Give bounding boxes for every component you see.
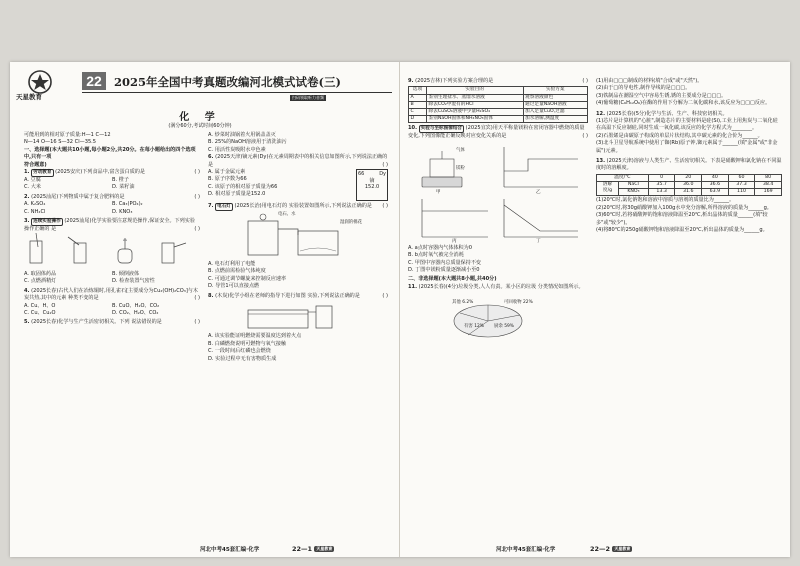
q11-sub-1: (1)用由□□□制成的材料(填"合成"或"天然")。 (596, 78, 703, 84)
q10-label-mg: 镁粉 (456, 165, 465, 171)
q1-stem: (2025安庆)下列食品中,富含蛋白质的是 (55, 169, 145, 176)
q7-stem-cont: 实验装置如图所示,下列说法正确的是 (288, 203, 372, 210)
q7-stem: (2025长治)用电石灯的 (234, 203, 288, 210)
q11-pie-value-kitchen: 59% (504, 324, 514, 330)
q11-sub-4: (4)葡萄糖(C₆H₁₂O₆)在酶的作用下分解为二氧化碳和水,该反应为□□□反应。 (596, 100, 771, 107)
table-row[interactable] (409, 101, 588, 108)
left-page-col-2 (208, 132, 388, 365)
q6-option-a[interactable]: A. 属于金属元素 (208, 169, 246, 176)
question-1 (24, 169, 200, 192)
q2-number: 2. (24, 193, 30, 200)
q9-header-purpose: 实验目的 (427, 87, 524, 94)
q6-cell-name: 镝 (369, 177, 375, 184)
q9-row-d-purpose: 鉴别NaOH固体和NH₄NO₃固体 (427, 116, 524, 123)
q9-row-c-plan: 加入足量CuO,过滤 (523, 109, 588, 116)
left-footer-title: 河北中考45套汇编·化学 (200, 547, 260, 553)
q8-stem: (木炭)化学小组在老师的指导下进行如图 (215, 292, 306, 299)
q13-nacl-60: 37.3 (728, 182, 755, 189)
q13-table-header (597, 174, 782, 181)
q10-label-jia: 甲 (436, 189, 441, 195)
subject-title: 化 学 (179, 112, 221, 123)
q10-tag: 实验与坐标图像结合 (420, 126, 463, 132)
question-9 (408, 78, 588, 123)
q6-stem: (2025天津)镝元素(Dy)在元素周期表中的相关信息如图所示,下列说法正确的是 (208, 154, 388, 168)
q13-kno3-0: 13.3 (648, 189, 675, 196)
q4-option-a[interactable]: A. Cu、H、O (24, 302, 56, 309)
question-10 (408, 125, 588, 274)
brand-name: 天星教育 (16, 93, 42, 101)
q9-row-b-plan: 通过足量NaOH溶液 (523, 101, 588, 108)
q2-option-b[interactable]: B. Ca₃(PO₄)₂ (112, 201, 143, 208)
q11-pie-label-other-text: 其他 (452, 300, 461, 306)
q9-row-b-purpose: 除去CO₂中混有的HCl (427, 101, 524, 108)
q10-option-b[interactable]: B. b点时氧气被完全消耗 (408, 252, 464, 259)
q1-options (24, 177, 200, 192)
q3-options (24, 271, 200, 286)
q2-option-a[interactable]: A. K₂SO₄ (24, 201, 46, 208)
q7-tag: 电石灯 (217, 204, 231, 210)
q9-row-b-label: B (409, 101, 427, 108)
q6-element-cell (356, 169, 388, 201)
q8-number: 8. (208, 292, 214, 299)
left-page-number (292, 545, 334, 553)
q4-option-b[interactable]: B. CuO、H₂O、CO₂ (112, 302, 160, 309)
right-page-number (590, 545, 632, 553)
q9-number: 9. (408, 78, 414, 84)
q6-answer-paren[interactable]: ( ) (382, 161, 388, 168)
section-1-heading-cont: 符合题意) (24, 161, 47, 168)
q4-answer-paren[interactable]: ( ) (194, 295, 200, 302)
q6-options (208, 169, 352, 201)
q9-table-header (409, 87, 588, 94)
title-rule (82, 92, 392, 93)
table-row[interactable] (597, 182, 782, 189)
q12-sub-2: (2)石墨烯是由碳原子构成的单层片状结构,其中碳元素的化合价为______。 (596, 132, 763, 139)
q11-sub-2: (2)由于□的导电性,制作导线的是□□□。 (596, 85, 691, 92)
question-3 (24, 218, 200, 286)
q1-option-a[interactable]: A. 豆腐 (24, 177, 41, 184)
q11-pie-label-kitchen (494, 323, 514, 330)
q6-option-c[interactable]: C. 该原子的相对原子质量为66 (208, 183, 278, 190)
q4-option-d[interactable]: D. CO₂、H₂O、CO₂ (112, 309, 159, 316)
q11-stem-cont: 分类情况如图所示。 (537, 283, 584, 290)
q1-tag: 劳动教育 (33, 170, 52, 176)
q12-sub-1: (1)芯片是计算机的"心脏",制造芯片的主要材料是硅(Si),工业上用焦炭与二氧化硅在高温下反应制硅,同时生成一氧化碳,该反应的化学方程式为________。 (596, 118, 778, 132)
q9-row-a-label: A (409, 94, 427, 101)
q9-row-a-plan: 观察溶液颜色 (523, 94, 588, 101)
q11-pie-chart (408, 291, 588, 347)
q7-figure-label-2: 湿润的棉花 (340, 220, 362, 226)
right-page (400, 62, 790, 557)
q11-sub-3: (3)铁制品在潮湿空气中容易生锈,锈的主要成分是□□□。 (596, 92, 727, 99)
q13-solubility-table (596, 174, 782, 197)
q3-option-a[interactable]: A. 取固体药品 (24, 270, 57, 277)
table-row[interactable] (409, 94, 588, 101)
q10-stem: (2025宜宾)用天平称量镁粉在密闭容器中燃烧的质量变化,下列图像能正确反映对应变化关系的是 (408, 125, 585, 140)
q11-pie-value-recyclable: 22% (522, 300, 533, 306)
q9-stem: (2025吉林)下列实验方案合理的是 (415, 78, 494, 84)
q13-nacl-80: 38.4 (755, 182, 782, 189)
section-2-heading: 二、非选择题(本大题共8小题,共40分) (408, 276, 497, 283)
q11-pie-value-hazardous: 12% (474, 324, 484, 330)
q3-stem: (2025汕尾)化学实验要注意规范操作,保证安全。下列实验操作正确的 (24, 218, 195, 233)
right-footer-badge: 天星教育 (614, 546, 631, 551)
q13-kno3-60: 110 (728, 189, 755, 196)
q4-number: 4. (24, 287, 30, 294)
q3-lab-figures (24, 233, 200, 267)
q13-header-80: 80 (755, 174, 782, 181)
table-row[interactable] (597, 189, 782, 196)
q9-header-option: 选项 (409, 87, 427, 94)
q1-number: 1. (24, 169, 30, 176)
atomic-masses-line-1: 可能用到的相对原子质量:H—1 C—12 (24, 132, 111, 138)
q4-option-c[interactable]: C. Cu、Cu₂O (24, 309, 56, 316)
question-5 (24, 319, 200, 326)
q1-option-b[interactable]: B. 橙子 (112, 177, 129, 184)
q13-nacl-label: NaCl (619, 182, 649, 189)
q12-stem: (2025长春)(5分)化学与生活、生产、科技密切相关。 (606, 110, 728, 117)
q1-option-d[interactable]: D. 菜籽油 (112, 184, 135, 191)
q13-header-20: 20 (675, 174, 702, 181)
q5-option-b[interactable]: B. 25%的NaOH溶液用于清洗油污 (208, 139, 287, 146)
q13-kno3-40: 63.9 (702, 189, 729, 196)
q11-stem: (2025长春)(4分)垃圾分类,人人有责。某小区的垃圾 (418, 283, 537, 290)
right-page-col-1 (408, 78, 588, 349)
q13-nacl-20: 36.0 (675, 182, 702, 189)
q5-stem: (2025长春)化学与生产生活密切相关。下列 (31, 319, 130, 326)
q10-label-bing: 丙 (452, 238, 457, 244)
q6-body (208, 169, 388, 201)
q11-number: 11. (408, 283, 418, 290)
q6-option-d[interactable]: D. 相对原子质量是152.0 (208, 191, 266, 198)
q11-pie-label-recyclable (504, 299, 533, 306)
question-7 (208, 203, 388, 291)
q6-option-b[interactable]: B. 原子序数为66 (208, 176, 247, 183)
q9-row-d-label: D (409, 116, 427, 123)
q8-option-a[interactable]: A. 该实验能证明燃烧需要温度达到着火点 (208, 333, 302, 340)
exam-sheet (10, 62, 790, 557)
q2-stem: (2025汕尾)下列物质中属于复合肥料的是 (31, 193, 125, 200)
q13-row-label: 溶解度/g (597, 182, 619, 196)
q2-option-d[interactable]: D. KNO₃ (112, 208, 133, 215)
q3-option-d[interactable]: D. 检查装置气密性 (112, 278, 155, 285)
q3-tag: 连续实验操作 (33, 219, 61, 225)
score-note: (满分60分,考试时间60分钟) (168, 123, 232, 129)
q8-option-d[interactable]: D. 实验过程中无有害物质生成 (208, 355, 277, 362)
q6-cell-mass: 152.0 (364, 184, 380, 191)
q13-header-40: 40 (702, 174, 729, 181)
q11-pie-label-kitchen-text: 厨余 (494, 324, 503, 330)
q13-stem: (2025天津)溶液与人类生产、生活密切相关。下表是硝酸钾和氯化钠在不同温度时的溶解度。 (596, 158, 782, 172)
question-11 (408, 284, 588, 347)
q7-figure-label-1: 电石、水 (278, 212, 296, 218)
q13-nacl-0: 35.7 (648, 182, 675, 189)
q13-sub-1: (1)20℃时,氯化钠饱和溶液中溶质与溶剂的质量比为______。 (596, 197, 735, 204)
scan-audio-label: 扫码领取听力音频 (292, 95, 324, 100)
q11-pie-label-other (452, 299, 473, 306)
section-1-heading: 一、选择题(本大题共10小题,每小题2分,共20分。在每小题给出的四个选项中,只有一项 (24, 146, 196, 161)
q12-number: 12. (596, 110, 606, 117)
q8-stem-cont: 实验,下列说法正确的是 (307, 292, 360, 299)
q4-options (24, 303, 200, 318)
q13-header-0: 0 (648, 174, 675, 181)
question-12 (596, 111, 782, 155)
q10-label-yi: 乙 (536, 189, 541, 195)
question-2 (24, 194, 200, 216)
q5-number: 5. (24, 319, 30, 326)
q9-row-d-plan: 加水溶解,测温度 (523, 116, 588, 123)
q3-number: 3. (24, 218, 30, 225)
q4-stem-cont: 种类不变的是 (68, 295, 99, 302)
paper-number: 22 (82, 72, 106, 90)
q5-option-c[interactable]: C. 用活性炭吸附水中色素 (208, 146, 266, 153)
q13-sub-3: (3)60℃时,若将硝酸钾的饱和溶液降温至20℃,析出晶体的质量______(填"较多"或"较少")。 (596, 212, 768, 226)
q7-number: 7. (208, 203, 214, 210)
q6-cell-symbol: Dy (379, 171, 386, 178)
atomic-masses-line-2: N—14 O—16 S—32 Cl—35.5 (24, 139, 97, 146)
q3-option-c[interactable]: C. 点燃酒精灯 (24, 278, 57, 285)
q13-sub-4: (4)将80℃的250g硝酸钾饱和溶液降温至20℃,析出晶体的质量为______g。 (596, 227, 768, 234)
left-page (10, 62, 399, 557)
q2-answer-paren[interactable]: ( ) (194, 193, 200, 200)
paper-title: 2025年全国中考真题改编河北模式试卷(三) (114, 75, 341, 89)
q10-option-c[interactable]: C. 甲图中容器内总质量保持不变 (408, 259, 482, 266)
q11-pie-label-recyclable-text: 可回收物 (504, 300, 522, 306)
q10-answer-paren[interactable]: ( ) (582, 133, 588, 140)
q8-option-b[interactable]: B. 白磷燃烧说明可燃物与氧气接触 (208, 340, 287, 347)
q10-number: 10. (408, 125, 418, 132)
q10-option-a[interactable]: A. a点时容器内气体体积为0 (408, 244, 472, 251)
q8-combustion-apparatus (208, 300, 388, 330)
table-row[interactable] (409, 109, 588, 116)
q13-kno3-label: KNO₃ (619, 189, 649, 196)
q7-option-d[interactable]: D. 导管1可以直接点燃 (208, 283, 260, 290)
q13-sub-2: (2)20℃时,将30g硝酸钾加入100g水中充分溶解,所得溶液的质量为______g。 (596, 204, 772, 211)
q8-answer-paren[interactable]: ( ) (382, 292, 388, 299)
right-footer-title: 河北中考45套汇编·化学 (496, 547, 556, 553)
left-footer-badge: 天星教育 (316, 546, 333, 551)
q5-answer-paren[interactable]: ( ) (194, 319, 200, 326)
q7-option-a[interactable]: A. 电石灯利用了电能 (208, 261, 256, 268)
q7-figure (208, 211, 388, 261)
title-row (22, 72, 392, 102)
q7-answer-paren[interactable]: ( ) (382, 203, 388, 210)
question-6 (208, 154, 388, 201)
q9-answer-paren[interactable]: ( ) (582, 78, 588, 84)
q3-option-b[interactable]: B. 倾倒液体 (112, 270, 140, 277)
q6-number: 6. (208, 154, 214, 161)
q6-cell-number: 66 (358, 171, 365, 178)
q10-label-gas: 气体 (456, 147, 465, 153)
q10-label-ding: 丁 (536, 238, 541, 244)
question-4 (24, 288, 200, 318)
q5-stem-cont: 说法错误的是 (131, 319, 162, 326)
q13-header-temp: 温度/℃ (597, 174, 649, 181)
q13-nacl-40: 36.6 (702, 182, 729, 189)
q13-kno3-20: 31.6 (675, 189, 702, 196)
q13-kno3-80: 169 (755, 189, 782, 196)
right-page-number-text: 22—2 (590, 545, 611, 553)
q7-option-b[interactable]: B. 点燃前需检验气体纯度 (208, 268, 266, 275)
q10-graphs (408, 141, 588, 245)
q10-balance-and-graphs (408, 141, 588, 245)
q9-options-table (408, 86, 588, 123)
q2-options (24, 201, 200, 216)
q3-answer-paren[interactable]: ( ) (194, 226, 200, 233)
q9-row-c-label: C (409, 109, 427, 116)
q1-answer-paren[interactable]: ( ) (194, 169, 200, 176)
q9-row-c-purpose: 除去CuSO₄溶液中少量H₂SO₄ (427, 109, 524, 116)
q1-option-c[interactable]: C. 大米 (24, 184, 41, 191)
q12-sub-3: (3)北斗卫星导航系统中使用了铷(Rb)原子钟,铷元素属于______(填"金属"或"非金属")元素。 (596, 140, 778, 154)
q13-number: 13. (596, 158, 606, 165)
q9-row-a-purpose: 鉴别生理盐水、蒸馏水溶液 (427, 94, 524, 101)
table-row[interactable] (409, 116, 588, 123)
q7-option-c[interactable]: C. 可通过调节螺旋来控制反应速率 (208, 275, 287, 282)
right-page-col-2 (596, 78, 782, 237)
q11-pie-label-hazardous (464, 323, 484, 330)
q2-option-c[interactable]: C. NH₄Cl (24, 208, 46, 215)
question-8 (208, 293, 388, 363)
q4-stem: (2025长春)古代人们在冶炼铜时,用孔雀石[主要成分为Cu₂(OH)₂CO₃]与木炭共热,其中的元素 (24, 287, 198, 302)
q9-header-plan: 实验方案 (523, 87, 588, 94)
q11-pie-graphic (408, 291, 588, 347)
q11-pie-value-other: 6.2% (462, 300, 474, 306)
q8-option-c[interactable]: C. 一段时间后红磷也会燃烧 (208, 348, 271, 355)
q10-option-d[interactable]: D. 丁图中镁粉质量逐渐减小至0 (408, 267, 480, 274)
q13-header-60: 60 (728, 174, 755, 181)
q3-stem-cont: 是 (51, 226, 57, 233)
left-page-number-text: 22—1 (292, 545, 313, 553)
question-13 (596, 158, 782, 234)
left-page-col-1 (24, 132, 200, 329)
q5-option-a[interactable]: A. 炒菜时油锅着火用锅盖盖灭 (208, 132, 276, 138)
q11-pie-label-hazardous-text: 有害 (464, 324, 473, 330)
